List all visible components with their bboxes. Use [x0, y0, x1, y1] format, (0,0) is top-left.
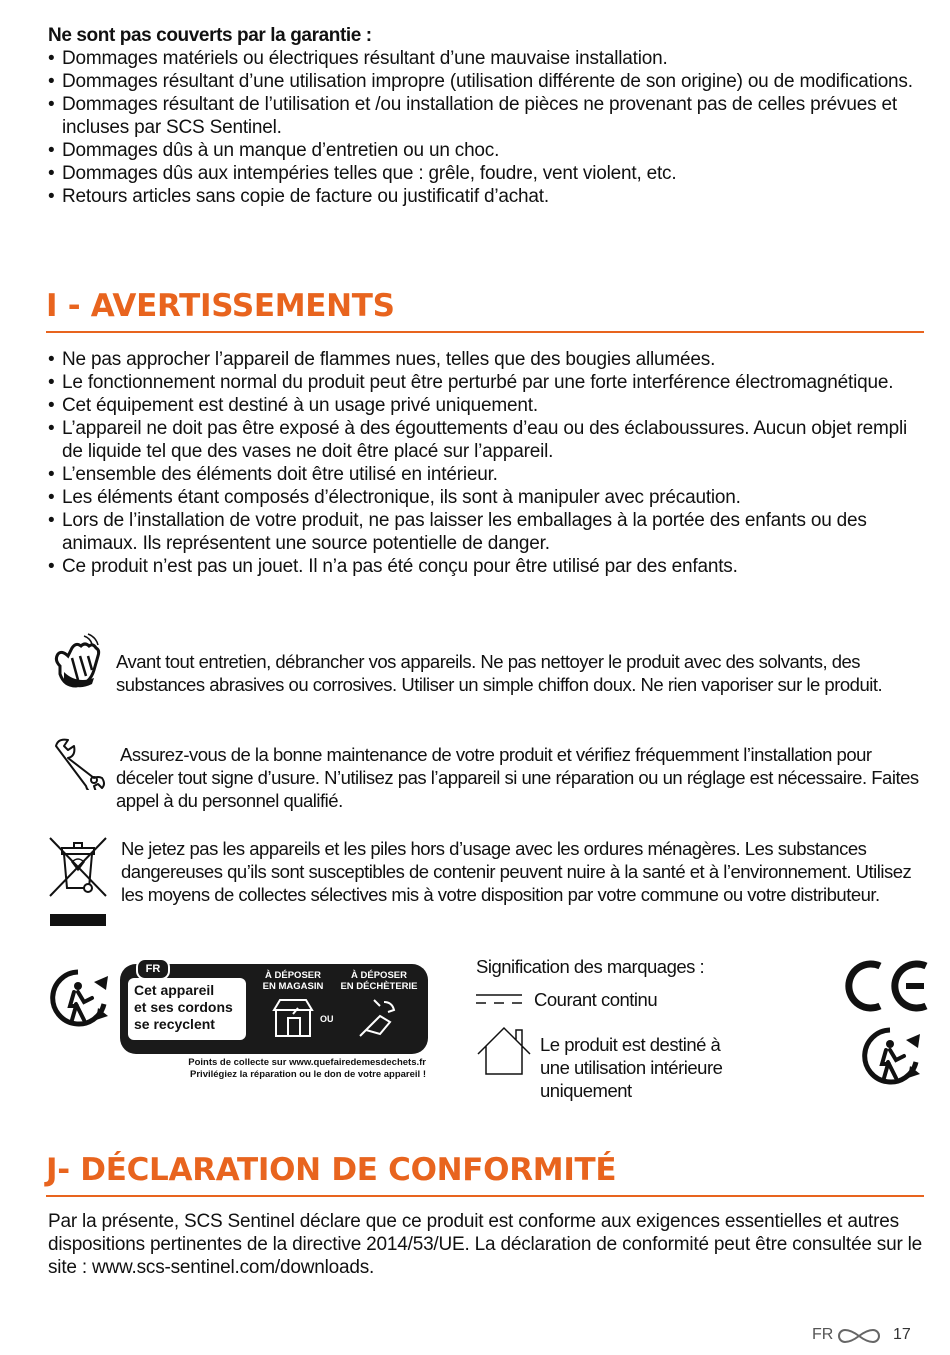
- section-i-rule: [46, 331, 924, 333]
- dump-label: [332, 970, 426, 992]
- list-item: • Les éléments étant composés d’électronique, ils sont à manipuler avec précaution.: [48, 486, 928, 509]
- or-label: OU: [320, 1014, 334, 1024]
- fr-badge: FR: [136, 958, 170, 980]
- warnings-list: [48, 348, 928, 578]
- dump-label-line: EN DÉCHÈTERIE: [340, 981, 418, 992]
- brand-loop-icon: [836, 1327, 882, 1345]
- dc-symbol-icon: [476, 992, 522, 1006]
- disposal-notice: Ne jetez pas les appareils et les piles hors d’usage avec les ordures ménagères. Les substances dangereuses qu’ils sont susceptibles de contenir peuvent nuire à la santé et à l’environnement. Utilisez les moyens de collectes sélectives mis à votre disposition par votre commune ou votre distributeur.: [121, 838, 912, 905]
- list-item: • Lors de l’installation de votre produit, ne pas laisser les emballages à la portée des enfants ou des animaux. Ils représentent une source potentielle de danger.: [48, 509, 928, 555]
- store-label-line: À DÉPOSER: [265, 970, 321, 981]
- recycle-footer: [120, 1057, 426, 1081]
- list-item: • Retours articles sans copie de facture ou justificatif d’achat.: [48, 185, 928, 208]
- wrench-icon: [52, 738, 108, 790]
- list-item: • Dommages résultant de l’utilisation et /ou installation de pièces ne provenant pas de celles prévues et incluses par SCS Sentinel.: [48, 93, 928, 139]
- section-j-title: J- DÉCLARATION DE CONFORMITÉ: [46, 1152, 617, 1188]
- dump-icon: [356, 996, 402, 1040]
- markings-title: Signification des marquages :: [476, 956, 705, 977]
- crossed-bin-icon: [48, 834, 108, 930]
- list-item: • Dommages résultant d’une utilisation impropre (utilisation différente de son origine) ou de modifications.: [48, 70, 928, 93]
- recycle-claim: [128, 978, 246, 1040]
- store-label-line: EN MAGASIN: [262, 981, 324, 992]
- recycle-footer-line: Points de collecte sur www.quefairedemesdechets.fr: [188, 1057, 426, 1068]
- recycle-line: Cet appareil: [134, 982, 215, 998]
- warranty-section: [48, 24, 928, 208]
- maintenance-notice: Assurez-vous de la bonne maintenance de votre produit et vérifiez fréquemment l’installation pour déceler tout signe d’usure. N’utilisez pas l’appareil si une réparation ou un réglage est nécessaire. Faites appel à du personnel qualifié.: [116, 744, 919, 811]
- list-item: • L’appareil ne doit pas être exposé à des égouttements d’eau ou des éclaboussures. Aucun objet rempli de liquide tel que des vases ne doit être placé sur l’appareil.: [48, 417, 928, 463]
- footer-lang: FR: [812, 1326, 834, 1343]
- store-label: [248, 970, 338, 992]
- list-item: • Ce produit n’est pas un jouet. Il n’a pas été conçu pour être utilisé par des enfants.: [48, 555, 928, 578]
- list-item: • Dommages matériels ou électriques résultant d’une mauvaise installation.: [48, 47, 928, 70]
- warranty-heading: Ne sont pas couverts par la garantie :: [48, 25, 372, 46]
- recycling-info-box: [120, 964, 428, 1054]
- dc-label: Courant continu: [534, 989, 658, 1010]
- warranty-list: [48, 47, 928, 208]
- house-icon: [476, 1026, 532, 1078]
- triman-icon-small: [860, 1026, 926, 1086]
- cleaning-hand-icon: [50, 632, 106, 694]
- list-item: • Dommages dûs aux intempéries telles que : grêle, foudre, vent violent, etc.: [48, 162, 928, 185]
- ce-mark-icon: [844, 958, 928, 1014]
- list-item: • L’ensemble des éléments doit être utilisé en intérieur.: [48, 463, 928, 486]
- indoor-label: Le produit est destiné à une utilisation intérieure uniquement: [540, 1034, 723, 1101]
- page-number: 17: [893, 1326, 911, 1343]
- store-icon: [270, 996, 316, 1040]
- recycle-line: se recyclent: [134, 1016, 215, 1032]
- conformity-text: Par la présente, SCS Sentinel déclare que ce produit est conforme aux exigences essentielles et autres dispositions pertinentes de la directive 2014/53/UE. La déclaration de conformité peut être consultée sur le site : www.scs-sentinel.com/downloads.: [48, 1211, 923, 1278]
- dump-label-line: À DÉPOSER: [351, 970, 407, 981]
- cleaning-notice: Avant tout entretien, débrancher vos appareils. Ne pas nettoyer le produit avec des solvants, des substances abrasives ou corrosives. Utiliser un simple chiffon doux. Ne rien vaporiser sur le produit.: [116, 651, 883, 695]
- list-item: • Le fonctionnement normal du produit peut être perturbé par une forte interférence électromagnétique.: [48, 371, 928, 394]
- list-item: • Cet équipement est destiné à un usage privé uniquement.: [48, 394, 928, 417]
- recycle-footer-line: Privilégiez la réparation ou le don de votre appareil !: [190, 1069, 426, 1080]
- list-item: • Dommages dûs à un manque d’entretien ou un choc.: [48, 139, 928, 162]
- triman-icon: [48, 968, 114, 1028]
- recycle-line: et ses cordons: [134, 999, 233, 1015]
- list-item: • Ne pas approcher l’appareil de flammes nues, telles que des bougies allumées.: [48, 348, 928, 371]
- section-i-title: I - AVERTISSEMENTS: [46, 288, 395, 324]
- section-j-rule: [46, 1195, 924, 1197]
